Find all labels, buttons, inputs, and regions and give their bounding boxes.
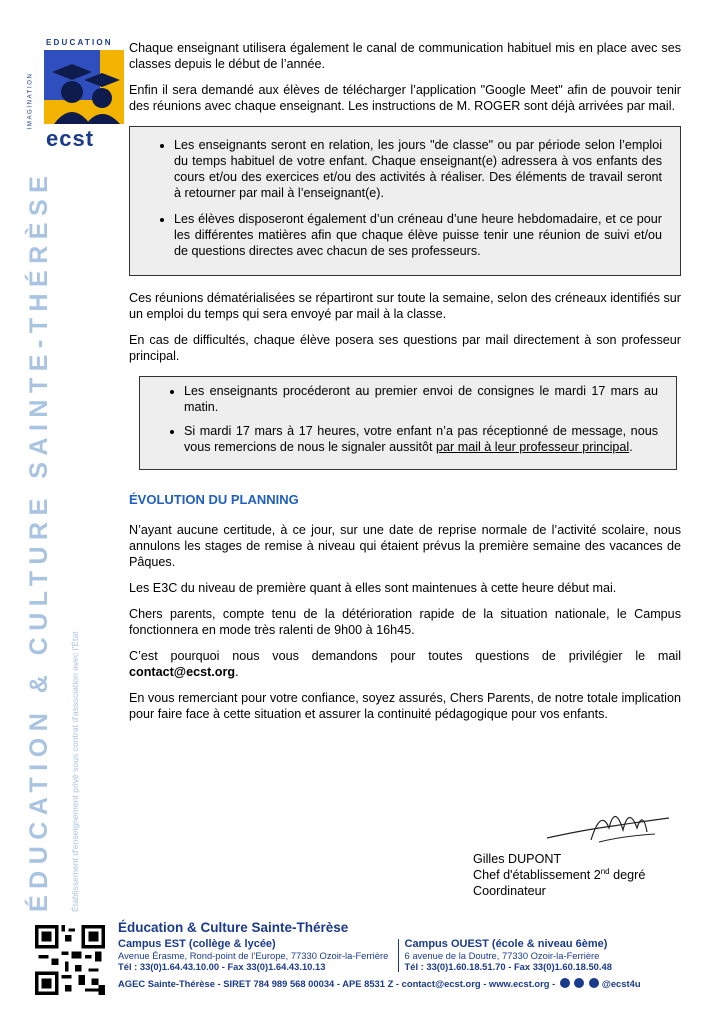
list-item bbox=[184, 423, 658, 455]
paragraph: En cas de difficultés, chaque élève posera ses questions par mail directement à son professeur principal. bbox=[129, 333, 681, 363]
campus-est-address: Avenue Érasme, Rond-point de l’Europe, 77330 Ozoir-la-Ferrière bbox=[118, 950, 389, 961]
banner-subtitle: Établissement d'enseignement privé sous contrat d'association avec l'État bbox=[70, 631, 80, 912]
punctuation: . bbox=[629, 440, 633, 454]
campus-ouest bbox=[398, 939, 685, 972]
paragraph: En vous remerciant pour votre confiance, soyez assurés, Chers Parents, de notre totale implication pour faire face à cette situation et assurer la continuité pédagogique pour vos enfants. bbox=[129, 691, 681, 721]
signer-title-text: Chef d'établissement 2 bbox=[473, 868, 601, 882]
signer-title bbox=[473, 867, 645, 883]
campus-est bbox=[118, 939, 398, 972]
signer-role: Coordinateur bbox=[473, 884, 546, 898]
signature-image bbox=[543, 800, 673, 848]
logo-name: ecst bbox=[46, 126, 95, 151]
ecst-logo bbox=[27, 38, 126, 156]
logo-top-text: EDUCATION bbox=[46, 38, 113, 47]
signer-block bbox=[473, 851, 645, 899]
paragraph: N’ayant aucune certitude, à ce jour, sur une date de reprise normale de l’activité scolaire, nous annulons les stages de remise à niveau qui étaient prévus la première semaine des vacances de Pâques. bbox=[129, 523, 681, 569]
logo-side-text: IMAGINATION bbox=[27, 72, 34, 130]
qr-code-icon bbox=[35, 925, 105, 995]
mail-link[interactable]: par mail à leur professeur principal bbox=[436, 440, 630, 454]
contact-email[interactable]: contact@ecst.org bbox=[129, 665, 236, 679]
footer-legal-text: AGEC Sainte-Thérèse - SIRET 784 989 568 00034 - APE 8531 Z - contact@ecst.org - www.ecst.org - bbox=[118, 978, 556, 989]
campus-est-phone: Tél : 33(0)1.64.43.10.00 - Fax 33(0)1.64.43.10.13 bbox=[118, 961, 326, 972]
campus-est-name: Campus EST (collège & lycée) bbox=[118, 938, 276, 950]
footer-brand: Éducation & Culture Sainte-Thérèse bbox=[118, 920, 349, 935]
instagram-icon[interactable] bbox=[574, 978, 584, 988]
footer bbox=[118, 920, 684, 989]
signer-title-text: degré bbox=[609, 868, 646, 882]
campus-ouest-address: 6 avenue de la Doutre, 77330 Ozoir-la-Ferrière bbox=[404, 950, 600, 961]
vertical-banner bbox=[25, 169, 80, 912]
social-handle[interactable]: @ecst4u bbox=[601, 978, 641, 989]
graduates-icon bbox=[44, 50, 124, 124]
info-box bbox=[129, 126, 681, 276]
paragraph: Ces réunions dématérialisées se répartiront sur toute la semaine, selon des créneaux identifiés sur un emploi du temps qui sera envoyé par mail à la classe. bbox=[129, 291, 681, 321]
section-title: ÉVOLUTION DU PLANNING bbox=[129, 492, 299, 507]
list-item: • Les élèves disposeront également d’un créneau d’une heure hebdomadaire, et ce pour les différentes matières afin que chaque élève puisse tenir une réunion de suivi et/ou de questions directes avec chacun de ses professeurs. bbox=[174, 211, 662, 259]
list-item: • Les enseignants procéderont au premier envoi de consignes le mardi 17 mars au matin. bbox=[184, 383, 658, 415]
list-item: • Les enseignants seront en relation, les jours "de classe" ou par période selon l’emploi du temps habituel de votre enfant. Chaque enseignant(e) adressera à vos enfants des cours et/ou des exercices et/ou des activités à réaliser. Des éléments de travail seront à retourner par mail à l’enseignant(e). bbox=[174, 137, 662, 201]
list-item-text: Si mardi 17 mars à 17 heures, votre enfant n’a pas réceptionné de message, nous vous remercions de nous le signaler aussitôt bbox=[184, 424, 658, 454]
facebook-icon[interactable] bbox=[560, 978, 570, 988]
twitter-icon[interactable] bbox=[589, 978, 599, 988]
campus-ouest-phone: Tél : 33(0)1.60.18.51.70 - Fax 33(0)1.60.18.50.48 bbox=[404, 961, 612, 972]
banner-title: ÉDUCATION & CULTURE SAINTE-THÉRÈSE bbox=[25, 169, 53, 912]
paragraph: Chers parents, compte tenu de la détérioration rapide de la situation nationale, le Campus fonctionnera en mode très ralenti de 9h00 à 16h45. bbox=[129, 607, 681, 637]
campus-ouest-name: Campus OUEST (école & niveau 6ème) bbox=[404, 938, 608, 950]
paragraph: Les E3C du niveau de première quant à elles sont maintenues à cette heure début mai. bbox=[129, 581, 617, 595]
signer-title-sup: nd bbox=[600, 866, 610, 876]
paragraph: Enfin il sera demandé aux élèves de télécharger l’application "Google Meet" afin de pouvoir tenir des réunions avec chaque enseignant. Les instructions de M. ROGER sont déjà arrivées par mail. bbox=[129, 83, 681, 113]
footer-legal bbox=[118, 978, 684, 989]
info-box bbox=[139, 376, 677, 470]
paragraph bbox=[129, 648, 681, 680]
paragraph-text: C’est pourquoi nous vous demandons pour toutes questions de privilégier le mail bbox=[129, 649, 681, 663]
signer-name: Gilles DUPONT bbox=[473, 852, 562, 866]
punctuation: . bbox=[235, 665, 239, 679]
letter-body bbox=[129, 40, 681, 732]
paragraph: Chaque enseignant utilisera également le canal de communication habituel mis en place avec ses classes depuis le début de l’année. bbox=[129, 41, 681, 71]
